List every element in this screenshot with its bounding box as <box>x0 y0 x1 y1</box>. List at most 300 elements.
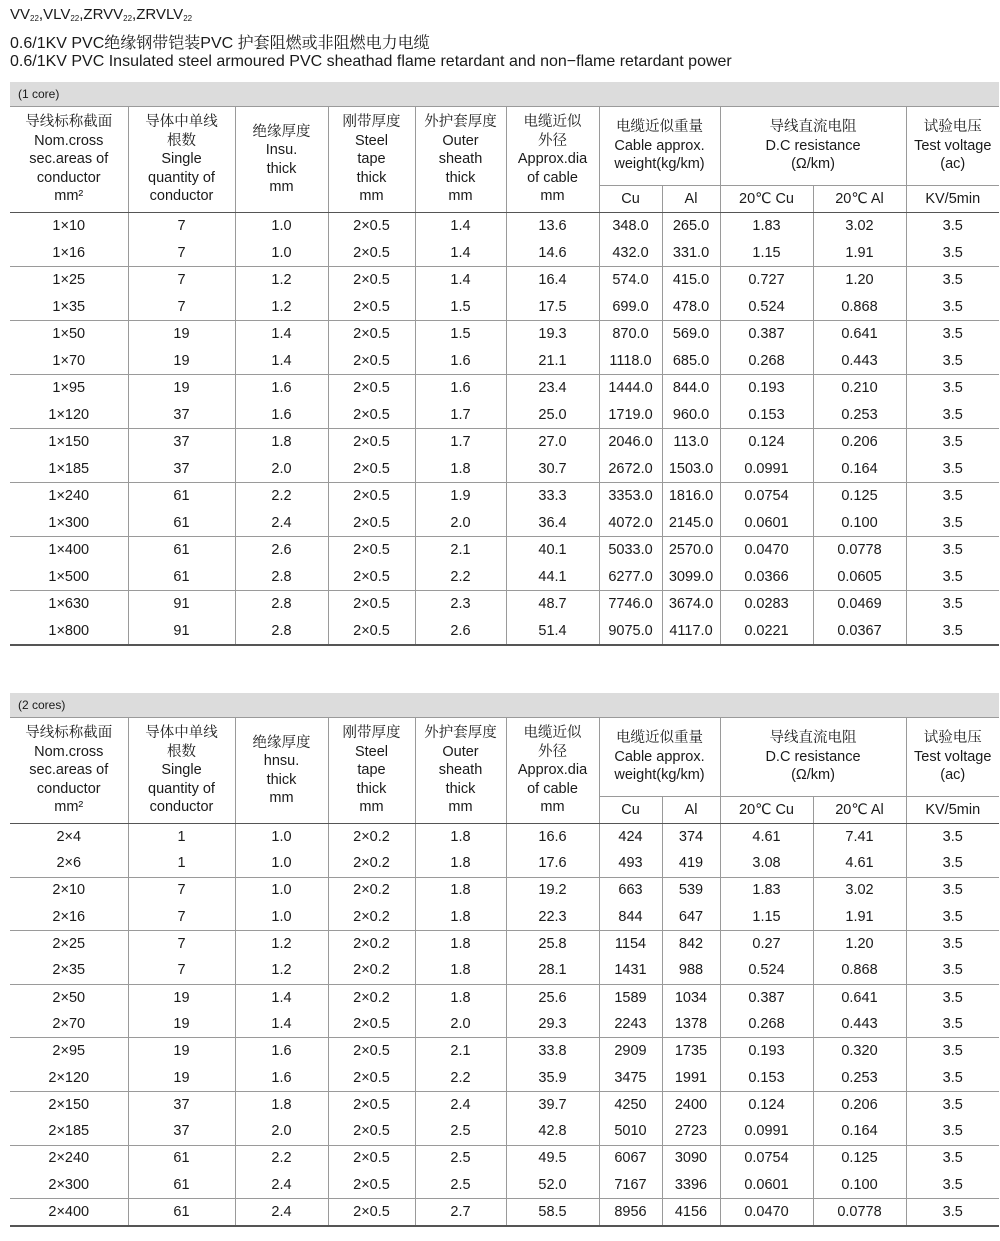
table-cell: 2×70 <box>52 1015 86 1032</box>
table-cell: 16.4 <box>506 267 599 294</box>
table-cell: 1.20 <box>813 931 906 958</box>
table-row <box>10 1145 999 1172</box>
table-cell: 2.2 <box>235 1145 328 1172</box>
header-line: mm² <box>54 188 84 205</box>
table-cell: 2×0.5 <box>328 510 415 537</box>
section-label: (2 cores) <box>10 693 999 718</box>
table-cell: 1.6 <box>235 402 328 429</box>
table-cell: 1.15 <box>720 904 813 931</box>
table-cell: 7 <box>128 213 235 240</box>
table-row <box>10 1091 999 1118</box>
table-cell: 0.206 <box>813 429 906 456</box>
header-line: 刚带厚度 <box>342 725 401 742</box>
table-cell: 0.125 <box>813 483 906 510</box>
table-cell: 2.4 <box>235 510 328 537</box>
table-cell: 8956 <box>599 1199 662 1227</box>
table-cell: 0.0778 <box>813 537 906 564</box>
table-cell: 2×400 <box>10 1199 128 1227</box>
table-cell: 22.3 <box>506 904 599 931</box>
table-cell: 0.253 <box>813 1065 906 1092</box>
table-cell: 2×0.5 <box>328 294 415 321</box>
table-cell: 2.4 <box>415 1091 506 1118</box>
header-line: 试验电压 <box>923 119 982 136</box>
table-cell: 37 <box>128 402 235 429</box>
spec-table-2-cores <box>10 693 999 1227</box>
table-cell: 2400 <box>662 1091 720 1118</box>
table-cell: 2×185 <box>48 1123 90 1140</box>
table-cell: 1431 <box>599 957 662 984</box>
table-row <box>10 456 999 483</box>
table-cell: 7 <box>128 240 235 267</box>
table-cell: 432.0 <box>599 240 662 267</box>
table-cell: 2×0.2 <box>328 984 415 1011</box>
header-line: mm <box>269 179 294 195</box>
table-cell: 7 <box>128 931 235 958</box>
sub-header: Cu <box>599 186 662 213</box>
column-header <box>128 718 235 824</box>
table-cell: 14.6 <box>506 240 599 267</box>
table-cell: 37 <box>128 429 235 456</box>
table-cell: 2×0.2 <box>328 931 415 958</box>
column-header <box>235 718 328 824</box>
table-cell: 1.8 <box>415 931 506 958</box>
table-cell: 2243 <box>599 1011 662 1038</box>
header-line: thick <box>266 160 297 177</box>
table-cell: 0.0367 <box>813 618 906 646</box>
table-cell: 2.0 <box>235 1118 328 1145</box>
table-cell: 1.6 <box>235 1065 328 1092</box>
header-line: 绝缘厚度 <box>252 734 311 751</box>
table-cell: 493 <box>599 850 662 877</box>
model-name: VV <box>10 6 31 23</box>
table-row <box>10 850 999 877</box>
table-cell: 49.5 <box>506 1145 599 1172</box>
table-cell: 3.5 <box>906 402 999 429</box>
model-subscript: 22 <box>70 14 80 23</box>
table-cell: 25.0 <box>506 402 599 429</box>
table-cell: 2.1 <box>415 537 506 564</box>
table-cell: 1118.0 <box>599 348 662 375</box>
table-cell: 1×95 <box>10 375 128 402</box>
table-cell: 1378 <box>662 1011 720 1038</box>
table-row <box>10 904 999 931</box>
table-cell: 0.0221 <box>720 618 813 646</box>
table-cell: 42.8 <box>506 1118 599 1145</box>
column-header <box>10 718 128 824</box>
table-cell: 2.0 <box>415 510 506 537</box>
table-cell: 1.4 <box>235 348 328 375</box>
table-cell: 1.2 <box>235 931 328 958</box>
table-cell: 0.0470 <box>720 537 813 564</box>
table-cell: 58.5 <box>506 1199 599 1227</box>
header-line: 电缆近似重量 <box>616 730 703 747</box>
column-header <box>906 718 999 797</box>
table-cell: 2.5 <box>415 1118 506 1145</box>
table-cell: 0.27 <box>720 931 813 958</box>
table-cell: 1.2 <box>235 957 328 984</box>
table-cell: 3.5 <box>906 294 999 321</box>
table-cell: 2.8 <box>235 564 328 591</box>
table-cell: 348.0 <box>599 213 662 240</box>
table-cell: 2.4 <box>235 1199 328 1227</box>
table-cell: 27.0 <box>506 429 599 456</box>
table-cell: 2×0.5 <box>328 267 415 294</box>
table-cell: 3.5 <box>906 1091 999 1118</box>
table-cell: 4156 <box>662 1199 720 1227</box>
header-line: mm <box>540 799 565 816</box>
table-cell: 3.5 <box>906 375 999 402</box>
table-cell: 19 <box>128 1065 235 1092</box>
table-cell: 61 <box>128 483 235 510</box>
header-line: (ac) <box>940 156 966 173</box>
table-cell: 4.61 <box>720 824 813 851</box>
table-cell: 424 <box>599 824 662 851</box>
header-line: weight(kg/km) <box>614 156 705 173</box>
table-cell: 1.8 <box>415 877 506 904</box>
table-cell: 3.5 <box>906 591 999 618</box>
table-cell: 3.5 <box>906 1038 999 1065</box>
table-cell: 1.0 <box>235 904 328 931</box>
table-row <box>10 877 999 904</box>
table-cell: 2×0.5 <box>328 1091 415 1118</box>
table-cell: 1×50 <box>10 321 128 348</box>
table-row <box>10 931 999 958</box>
table-cell: 44.1 <box>506 564 599 591</box>
table-cell: 40.1 <box>506 537 599 564</box>
table-row <box>10 402 999 429</box>
table-row <box>10 321 999 348</box>
table-cell: 265.0 <box>662 213 720 240</box>
column-header <box>415 718 506 824</box>
header-line: (Ω/km) <box>791 156 835 173</box>
table-cell: 1.6 <box>235 1038 328 1065</box>
table-cell: 2570.0 <box>662 537 720 564</box>
table-cell: 37 <box>128 1118 235 1145</box>
column-header <box>328 718 415 824</box>
header-line: quantity of <box>148 169 215 186</box>
table-cell: 0.124 <box>720 429 813 456</box>
table-cell: 1.5 <box>415 294 506 321</box>
table-cell: 2×0.2 <box>328 957 415 984</box>
table-cell: 0.268 <box>720 348 813 375</box>
model-subscript: 22 <box>123 14 133 23</box>
table-cell: 0.524 <box>720 294 813 321</box>
table-cell: 1.91 <box>813 240 906 267</box>
table-cell: 1589 <box>599 984 662 1011</box>
table-cell: 1×240 <box>10 483 128 510</box>
table-cell: 17.6 <box>506 850 599 877</box>
table-cell: 1.15 <box>720 240 813 267</box>
table-cell: 0.164 <box>813 456 906 483</box>
table-cell: 1.6 <box>415 375 506 402</box>
table-cell: 6067 <box>599 1145 662 1172</box>
table-cell: 0.868 <box>813 294 906 321</box>
table-cell: 844.0 <box>662 375 720 402</box>
table-cell: 842 <box>662 931 720 958</box>
header-line: Single <box>161 762 202 779</box>
sub-header: Al <box>662 186 720 213</box>
table-cell: 19.3 <box>506 321 599 348</box>
table-cell: 647 <box>662 904 720 931</box>
table-cell: 0.0754 <box>720 1145 813 1172</box>
header-line: 电缆近似重量 <box>616 119 703 136</box>
table-cell: 3.02 <box>813 213 906 240</box>
table-cell: 3.5 <box>906 564 999 591</box>
table-cell: 1.8 <box>415 850 506 877</box>
table-cell: 2046.0 <box>599 429 662 456</box>
header-line: conductor <box>149 188 214 205</box>
table-cell: 0.153 <box>720 1065 813 1092</box>
table-cell: 0.153 <box>720 402 813 429</box>
table-cell: 478.0 <box>662 294 720 321</box>
table-cell: 1444.0 <box>599 375 662 402</box>
column-header <box>128 107 235 213</box>
table-cell: 1×630 <box>10 591 128 618</box>
table-cell: 0.443 <box>813 1011 906 1038</box>
table-cell: 3475 <box>599 1065 662 1092</box>
table-row <box>10 294 999 321</box>
table-row <box>10 591 999 618</box>
table-cell: 36.4 <box>506 510 599 537</box>
column-header <box>506 107 599 213</box>
table-cell: 2×0.5 <box>328 564 415 591</box>
table-cell: 2.8 <box>235 618 328 646</box>
table-cell: 1.8 <box>235 429 328 456</box>
table-cell: 1.0 <box>235 240 328 267</box>
header-line: 导体中单线 <box>145 114 218 131</box>
table-cell: 1×10 <box>52 218 86 234</box>
table-cell: 699.0 <box>599 294 662 321</box>
table-cell: 3.5 <box>906 877 999 904</box>
header-line: Test voltage <box>914 137 992 154</box>
header-line: conductor <box>36 169 101 186</box>
table-cell: 7 <box>128 904 235 931</box>
table-cell: 1×16 <box>52 244 86 261</box>
table-cell: 1.20 <box>813 267 906 294</box>
table-cell: 1×150 <box>10 429 128 456</box>
header-line: Outer <box>442 743 479 760</box>
header-line: D.C resistance <box>765 137 861 154</box>
column-header <box>235 107 328 213</box>
table-cell: 30.7 <box>506 456 599 483</box>
table-cell: 3099.0 <box>662 564 720 591</box>
table-cell: 25.6 <box>506 984 599 1011</box>
table-row <box>10 618 999 646</box>
header-line: Cable approx. <box>614 137 705 154</box>
table-cell: 0.387 <box>720 321 813 348</box>
header-line: 绝缘厚度 <box>252 123 311 140</box>
table-cell: 2.5 <box>415 1172 506 1199</box>
table-cell: 2.7 <box>415 1199 506 1227</box>
table-cell: 2672.0 <box>599 456 662 483</box>
table-cell: 7 <box>128 267 235 294</box>
table-cell: 2.2 <box>415 1065 506 1092</box>
header-line: Approx.dia <box>517 151 588 168</box>
table-cell: 2×0.5 <box>328 1038 415 1065</box>
sub-header: KV/5min <box>906 186 999 213</box>
table-cell: 844 <box>599 904 662 931</box>
header-line: mm <box>448 188 473 205</box>
table-cell: 2723 <box>662 1118 720 1145</box>
sub-header: 20℃ Cu <box>720 797 813 824</box>
table-row <box>10 429 999 456</box>
table-cell: 1.4 <box>415 267 506 294</box>
table-cell: 91 <box>128 618 235 646</box>
column-header <box>506 718 599 824</box>
header-line: mm <box>540 188 565 205</box>
table-cell: 3.5 <box>906 957 999 984</box>
table-cell: 574.0 <box>599 267 662 294</box>
table-cell: 2×0.5 <box>328 1172 415 1199</box>
header-line: sec.areas of <box>29 151 109 168</box>
table-cell: 1.4 <box>235 321 328 348</box>
table-cell: 28.1 <box>506 957 599 984</box>
table-cell: 19 <box>128 375 235 402</box>
table-cell: 663 <box>599 877 662 904</box>
header-line: 刚带厚度 <box>342 114 401 131</box>
table-cell: 0.268 <box>720 1011 813 1038</box>
column-header <box>906 107 999 186</box>
header-line: tape <box>357 762 386 779</box>
sub-header: KV/5min <box>906 797 999 824</box>
header-line: sheath <box>438 762 483 779</box>
table-cell: 61 <box>128 1172 235 1199</box>
table-cell: 1.6 <box>235 375 328 402</box>
header-line: 外径 <box>538 743 567 760</box>
header-line: tape <box>357 151 386 168</box>
table-cell: 1.4 <box>415 213 506 240</box>
table-cell: 2×0.5 <box>328 429 415 456</box>
header-line: 根数 <box>167 743 196 760</box>
table-cell: 685.0 <box>662 348 720 375</box>
table-cell: 3.5 <box>906 348 999 375</box>
table-cell: 2×0.2 <box>328 877 415 904</box>
table-cell: 3674.0 <box>662 591 720 618</box>
table-cell: 0.387 <box>720 984 813 1011</box>
table-cell: 870.0 <box>599 321 662 348</box>
table-cell: 3.5 <box>906 1118 999 1145</box>
header-line: mm <box>448 799 473 816</box>
header-line: conductor <box>149 799 214 816</box>
table-row <box>10 564 999 591</box>
table-cell: 25.8 <box>506 931 599 958</box>
table-cell: 1.9 <box>415 483 506 510</box>
table-cell: 1×300 <box>48 514 90 531</box>
table-cell: 1×800 <box>10 618 128 646</box>
table-cell: 2×25 <box>10 931 128 958</box>
table-cell: 1×185 <box>48 460 90 477</box>
header-line: 导体中单线 <box>145 725 218 742</box>
table-row <box>10 537 999 564</box>
table-cell: 4250 <box>599 1091 662 1118</box>
table-cell: 4117.0 <box>662 618 720 646</box>
table-cell: 19.2 <box>506 877 599 904</box>
table-cell: 21.1 <box>506 348 599 375</box>
table-cell: 1.91 <box>813 904 906 931</box>
table-cell: 3.5 <box>906 267 999 294</box>
table-cell: 1.83 <box>720 213 813 240</box>
table-cell: 374 <box>662 824 720 851</box>
table-cell: 113.0 <box>662 429 720 456</box>
header-line: (Ω/km) <box>791 767 835 784</box>
table-cell: 3353.0 <box>599 483 662 510</box>
header-line: mm <box>269 790 294 806</box>
table-cell: 2×0.2 <box>328 904 415 931</box>
table-cell: 51.4 <box>506 618 599 646</box>
header-line: 外护套厚度 <box>424 725 497 742</box>
table-cell: 1 <box>128 850 235 877</box>
table-cell: 5010 <box>599 1118 662 1145</box>
table-cell: 0.727 <box>720 267 813 294</box>
header-line: thick <box>445 169 476 186</box>
header-line: Steel <box>354 132 389 149</box>
table-cell: 19 <box>128 348 235 375</box>
table-cell: 33.8 <box>506 1038 599 1065</box>
table-cell: 6277.0 <box>599 564 662 591</box>
header-line: sheath <box>438 151 483 168</box>
table-cell: 0.125 <box>813 1145 906 1172</box>
table-row <box>10 824 999 851</box>
table-cell: 1.83 <box>720 877 813 904</box>
table-cell: 419 <box>662 850 720 877</box>
table-cell: 415.0 <box>662 267 720 294</box>
table-cell: 3.5 <box>906 618 999 646</box>
table-cell: 2×0.5 <box>328 375 415 402</box>
table-cell: 3.5 <box>906 1145 999 1172</box>
table-cell: 1×35 <box>52 298 86 315</box>
table-cell: 1×70 <box>52 352 86 369</box>
table-cell: 3.08 <box>720 850 813 877</box>
table-cell: 0.0470 <box>720 1199 813 1227</box>
model-name: ,ZRVLV <box>132 6 184 23</box>
table-cell: 3.5 <box>906 510 999 537</box>
header-line: weight(kg/km) <box>614 767 705 784</box>
table-cell: 2×4 <box>56 828 82 845</box>
table-cell: 2×50 <box>10 984 128 1011</box>
table-cell: 331.0 <box>662 240 720 267</box>
table-cell: 2×10 <box>10 877 128 904</box>
table-cell: 0.0778 <box>813 1199 906 1227</box>
table-cell: 2.3 <box>415 591 506 618</box>
table-row <box>10 1038 999 1065</box>
table-cell: 1.0 <box>235 213 328 240</box>
header-line: Cable approx. <box>614 748 705 765</box>
table-cell: 1.0 <box>235 824 328 851</box>
header-line: of cable <box>527 780 578 797</box>
table-cell: 91 <box>128 591 235 618</box>
table-cell: 0.193 <box>720 1038 813 1065</box>
title-chinese: 0.6/1KV PVC绝缘钢带铠装PVC 护套阻燃或非阻燃电力电缆 <box>10 35 430 52</box>
header-line: mm² <box>54 799 84 816</box>
header-line: D.C resistance <box>765 748 861 765</box>
table-cell: 3.5 <box>906 984 999 1011</box>
column-header <box>599 107 720 186</box>
table-cell: 33.3 <box>506 483 599 510</box>
table-cell: 3.5 <box>906 1172 999 1199</box>
model-title <box>10 6 192 23</box>
model-name: ,VLV <box>38 6 71 23</box>
table-cell: 0.0469 <box>813 591 906 618</box>
table-cell: 52.0 <box>506 1172 599 1199</box>
table-cell: 0.868 <box>813 957 906 984</box>
model-subscript: 22 <box>30 14 39 23</box>
table-cell: 19 <box>128 984 235 1011</box>
table-cell: 2×0.5 <box>328 1065 415 1092</box>
header-line: 导线标称截面 <box>25 725 113 742</box>
sub-header: Al <box>662 797 720 824</box>
table-cell: 1×400 <box>10 537 128 564</box>
table-cell: 7 <box>128 877 235 904</box>
